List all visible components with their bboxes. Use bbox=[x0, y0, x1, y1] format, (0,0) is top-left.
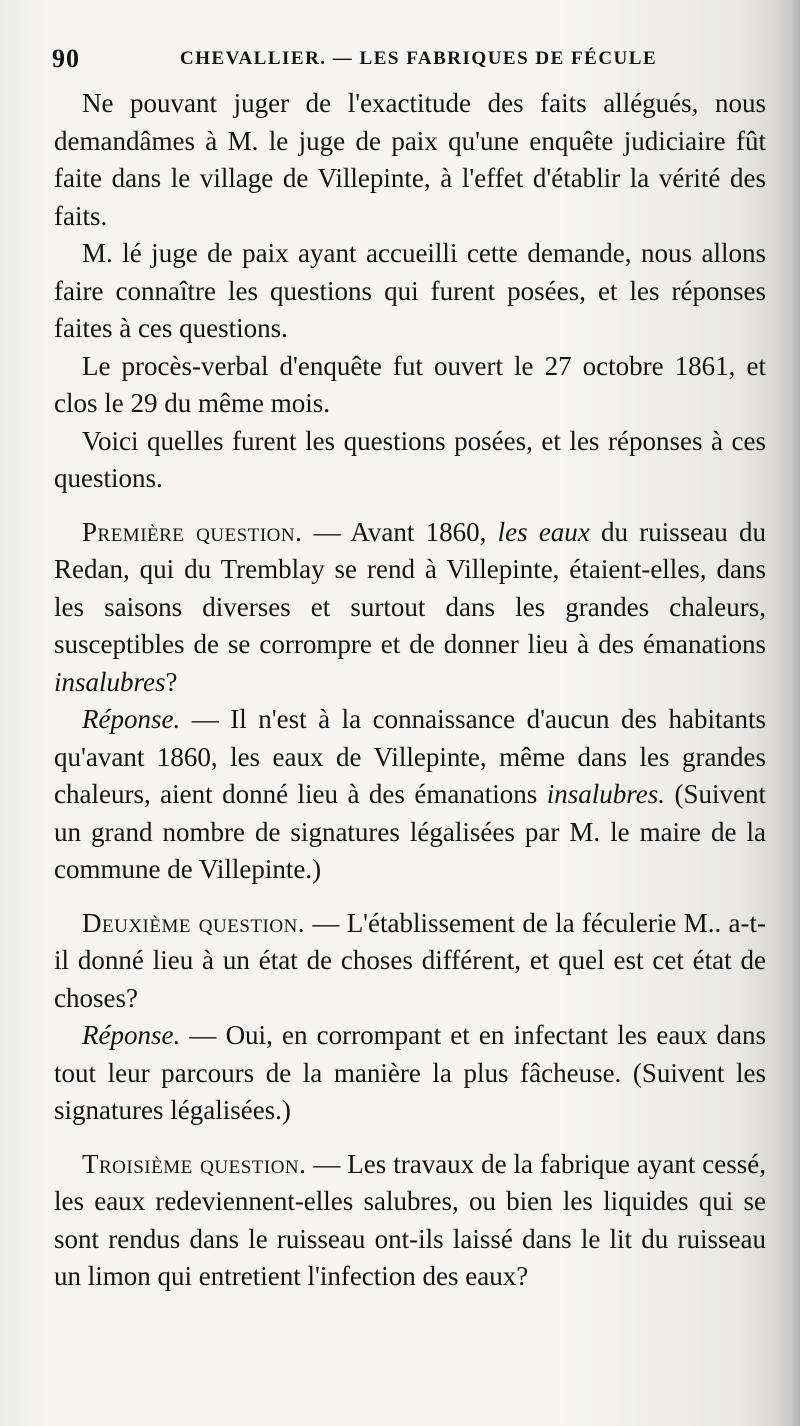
question-italic: les eaux bbox=[497, 516, 590, 547]
question-italic: insalubres bbox=[54, 666, 166, 697]
running-title: CHEVALLIER. — LES FABRIQUES DE FÉCULE bbox=[180, 48, 658, 69]
question-text: — L'établissement de la féculerie M.. a-t-il donné lieu à un état de choses différent, et quel est cet état de choses? bbox=[54, 907, 766, 1013]
answer-italic: insalubres. bbox=[546, 779, 666, 809]
question-2 bbox=[54, 905, 766, 1018]
question-3 bbox=[54, 1146, 766, 1296]
paragraph: M. lé juge de paix ayant accueilli cette demande, nous allons faire connaître les questions qui furent posées, et les réponses faites à ces questions. bbox=[54, 238, 766, 343]
running-header bbox=[52, 40, 752, 80]
page-number: 90 bbox=[52, 44, 80, 73]
question-label: Première question. bbox=[82, 516, 303, 547]
question-1 bbox=[54, 514, 766, 702]
paragraph: Le procès-verbal d'enquête fut ouvert le 27 octobre 1861, et clos le 29 du même mois. bbox=[54, 350, 766, 418]
question-text: du ruisseau du Redan, qui du Tremblay se rend à Villepinte, étaient-elles, dans les saisons diverses et surtout dans les grandes chaleurs, susceptibles de se corrompre et de donner lieu à des émanations bbox=[54, 516, 766, 659]
question-text: — Avant 1860, bbox=[302, 516, 498, 547]
answer-2 bbox=[54, 1017, 766, 1130]
page-edge-shadow bbox=[778, 0, 800, 1426]
answer-text: — Il n'est à la connaissance d'aucun des habitants qu'avant 1860, les eaux de Villepinte, même dans les grandes chaleurs, aient donné lieu à des émanations bbox=[54, 704, 766, 809]
paragraph: Voici quelles furent les questions posées, et les réponses à ces questions. bbox=[54, 425, 766, 493]
body-text bbox=[54, 85, 766, 1296]
question-text: — Les travaux de la fabrique ayant cessé, les eaux redeviennent-elles salubres, ou bien les liquides qui se sont rendus dans le ruisseau ont-ils laissé dans le lit du ruisseau un limon qui entretient l'infection des eaux? bbox=[54, 1148, 766, 1291]
answer-text: — Oui, en corrompant et en infectant les eaux dans tout leur parcours de la manière la plus fâcheuse. (Suivent les signatures légalisées.) bbox=[54, 1020, 766, 1125]
answer-label: Réponse. bbox=[82, 704, 181, 734]
answer-1 bbox=[54, 701, 766, 889]
question-text: ? bbox=[165, 666, 178, 697]
paragraph: Ne pouvant juger de l'exactitude des faits allégués, nous demandâmes à M. le juge de paix qu'une enquête judiciaire fût faite dans le village de Villepinte, à l'effet d'établir la vérité des faits. bbox=[54, 88, 766, 231]
answer-text: (Suivent un grand nombre de signatures légalisées par M. le maire de la commune de Villepinte.) bbox=[54, 779, 766, 884]
answer-label: Réponse. bbox=[82, 1020, 181, 1050]
question-label: Deuxième question. bbox=[82, 907, 306, 938]
question-label: Troisième question. bbox=[82, 1148, 307, 1179]
